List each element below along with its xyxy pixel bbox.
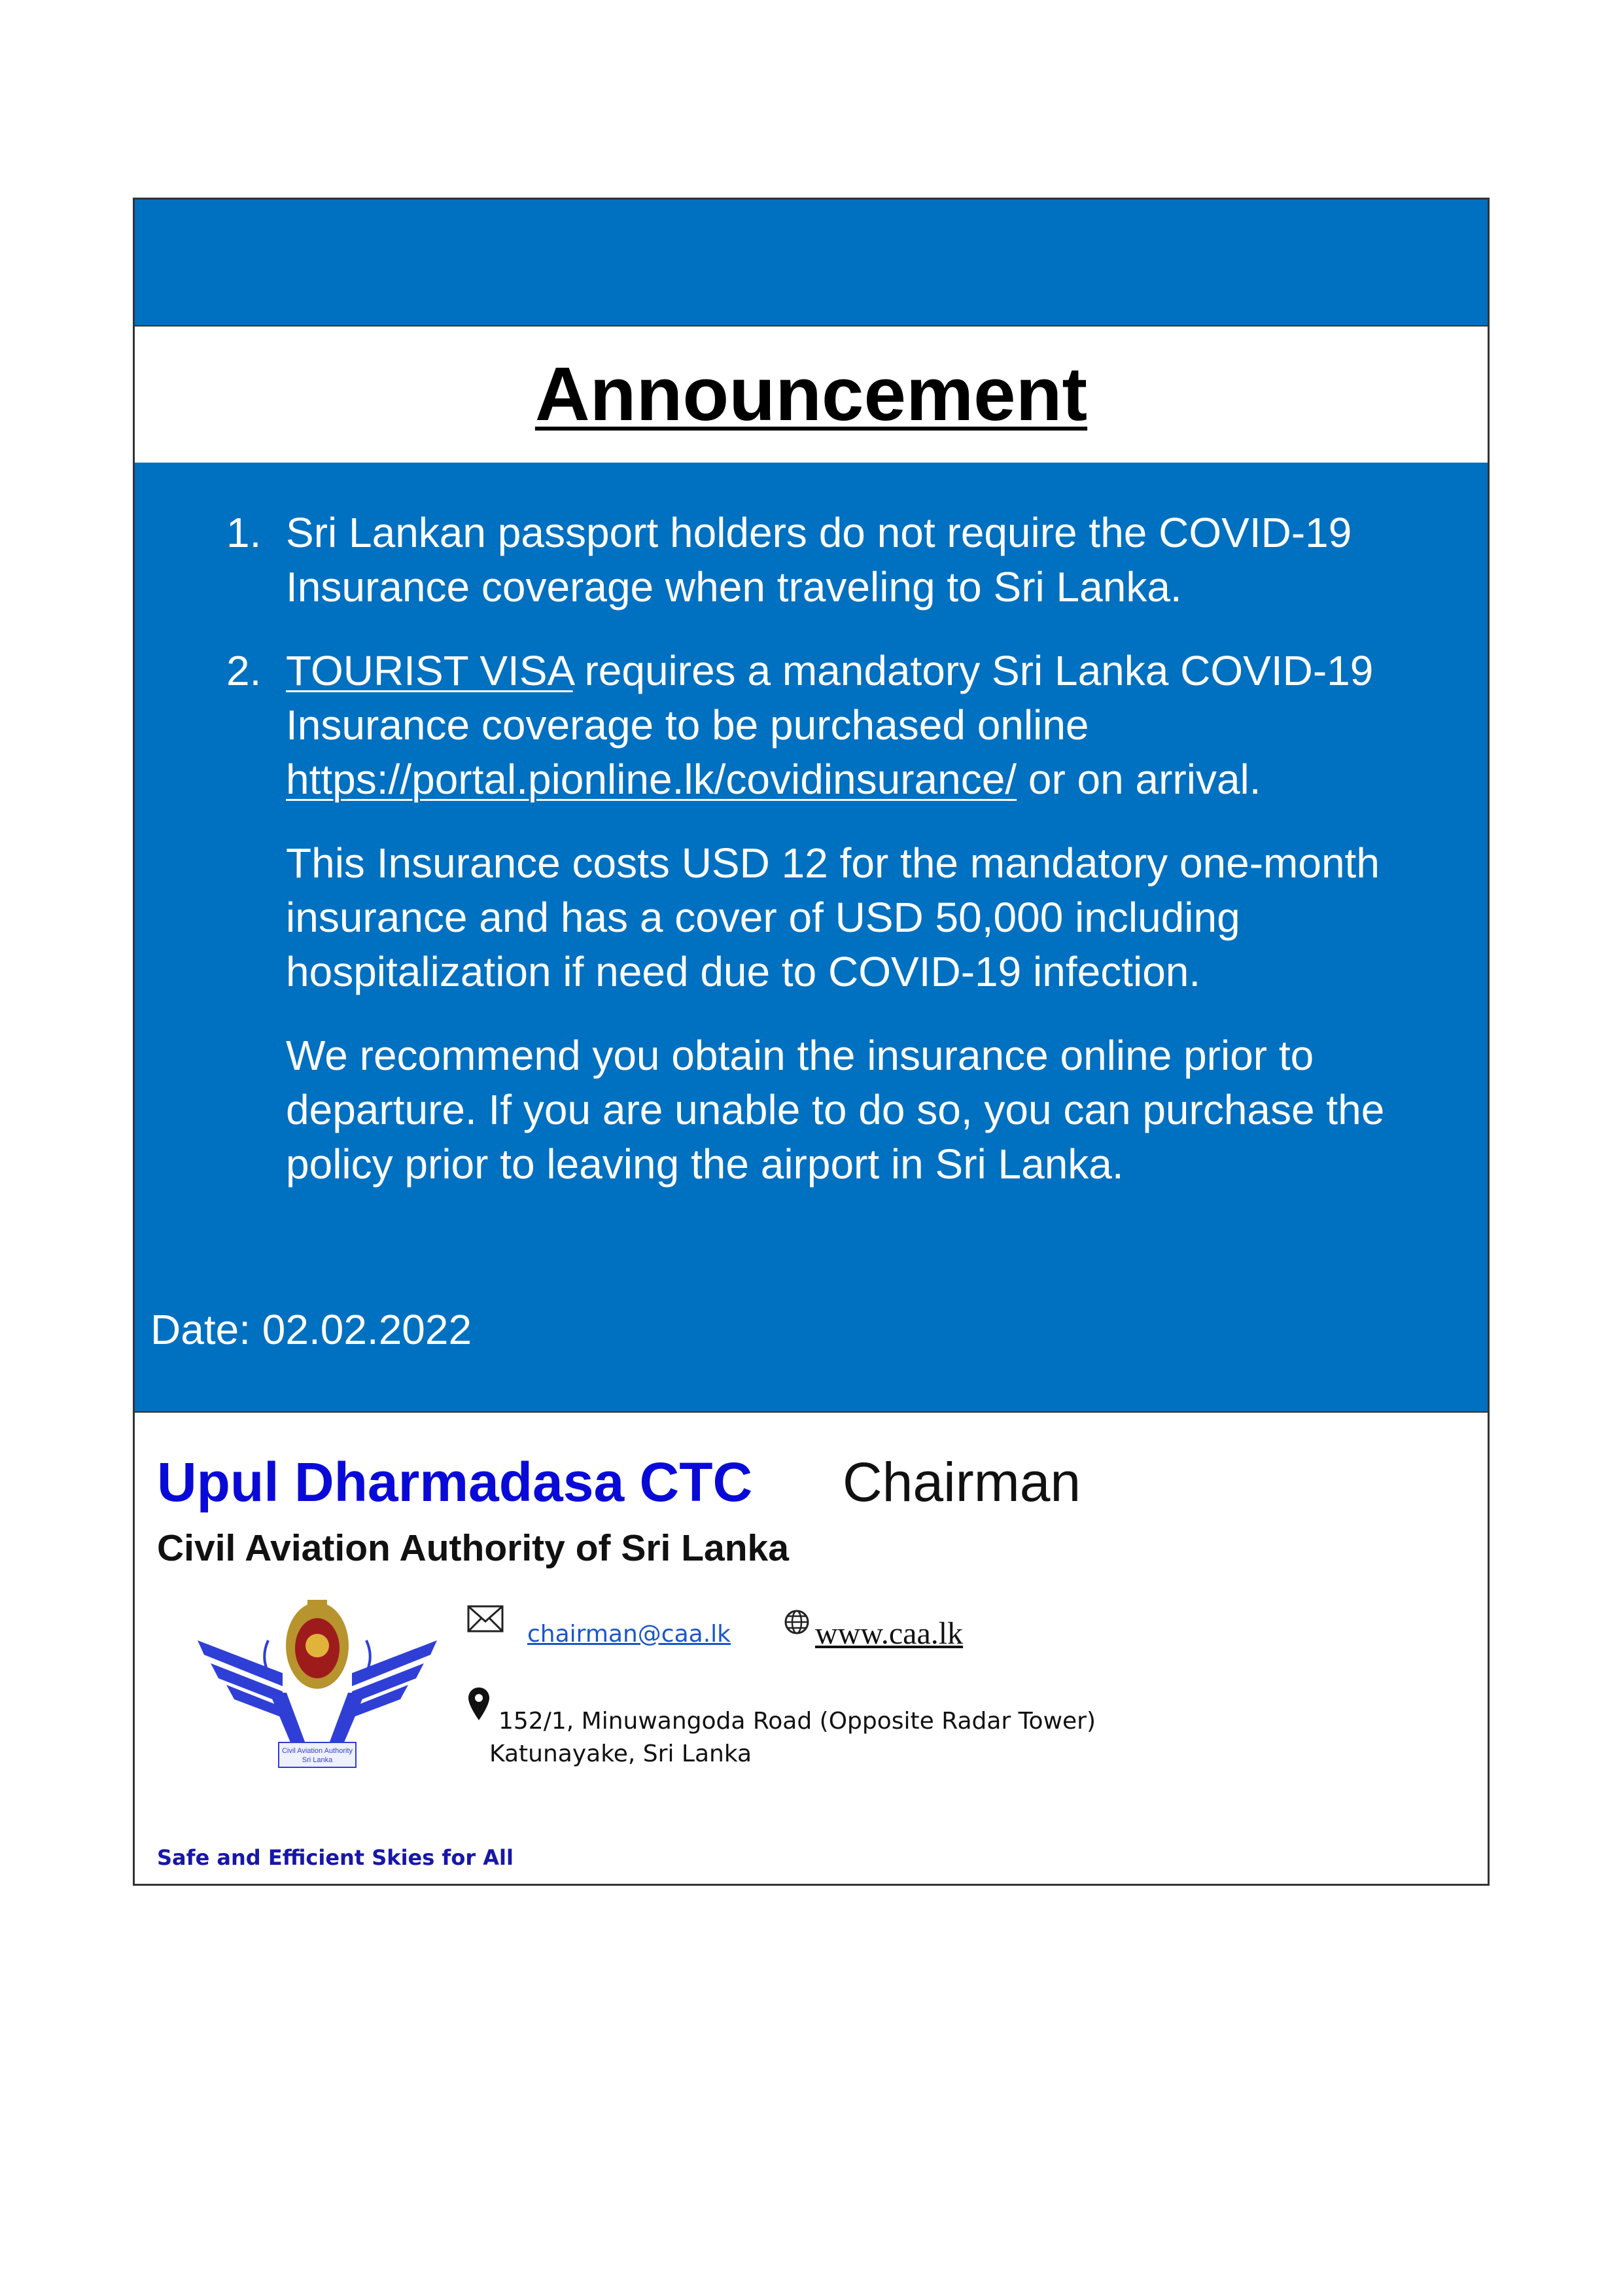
recommendation-paragraph: We recommend you obtain the insurance online prior to departure. If you are unable to do so, you can purchase the policy prior to leaving the airport in Sri Lanka. bbox=[286, 1032, 1385, 1188]
list-number: 1. bbox=[226, 509, 262, 556]
address-line-1: 152/1, Minuwangoda Road (Opposite Radar Tower) bbox=[498, 1708, 1096, 1735]
organization-name: Civil Aviation Authority of Sri Lanka bbox=[157, 1527, 789, 1569]
signatory-name: Upul Dharmadasa CTC bbox=[157, 1451, 753, 1513]
header-band bbox=[135, 200, 1488, 327]
list-item bbox=[181, 506, 1456, 614]
caa-logo bbox=[191, 1595, 444, 1771]
location-pin-icon bbox=[467, 1686, 491, 1722]
list-item bbox=[181, 644, 1456, 807]
insurance-portal-link[interactable]: https://portal.pionline.lk/covidinsurance/ bbox=[286, 756, 1017, 803]
announcement-date: Date: 02.02.2022 bbox=[150, 1306, 472, 1353]
logo-text-line1: Civil Aviation Authority bbox=[281, 1747, 353, 1755]
address bbox=[489, 1705, 1096, 1771]
logo-text-line2: Sri Lanka bbox=[302, 1756, 333, 1764]
signature-block bbox=[135, 1411, 1488, 1884]
mail-icon bbox=[467, 1604, 504, 1633]
tourist-visa-link[interactable]: TOURIST VISA bbox=[286, 647, 573, 694]
list-text: Sri Lankan passport holders do not require the COVID-19 Insurance coverage when traveling to Sri Lanka. bbox=[286, 509, 1352, 610]
signatory-role: Chairman bbox=[843, 1451, 1081, 1513]
tagline: Safe and Efficient Skies for All bbox=[157, 1845, 514, 1870]
list-text: or on arrival. bbox=[1017, 756, 1261, 803]
announcement-body bbox=[135, 463, 1488, 1413]
title-row bbox=[135, 325, 1488, 464]
email-link[interactable]: chairman@caa.lk bbox=[527, 1621, 731, 1648]
website-link[interactable]: www.caa.lk bbox=[815, 1616, 964, 1651]
list-number: 2. bbox=[226, 647, 262, 694]
address-line-2: Katunayake, Sri Lanka bbox=[489, 1740, 752, 1767]
page-title: Announcement bbox=[534, 351, 1088, 436]
announcement-list bbox=[181, 506, 1456, 1221]
insurance-cost-paragraph: This Insurance costs USD 12 for the mandatory one-month insurance and has a cover of USD 50,000 including hospitalization if need due to COVID-19 infection. bbox=[286, 839, 1380, 995]
globe-icon bbox=[784, 1609, 810, 1635]
announcement-frame bbox=[133, 198, 1490, 1886]
list-text: requires a mandatory Sri Lanka COVID-19 Insurance coverage to be purchased online bbox=[286, 647, 1374, 749]
